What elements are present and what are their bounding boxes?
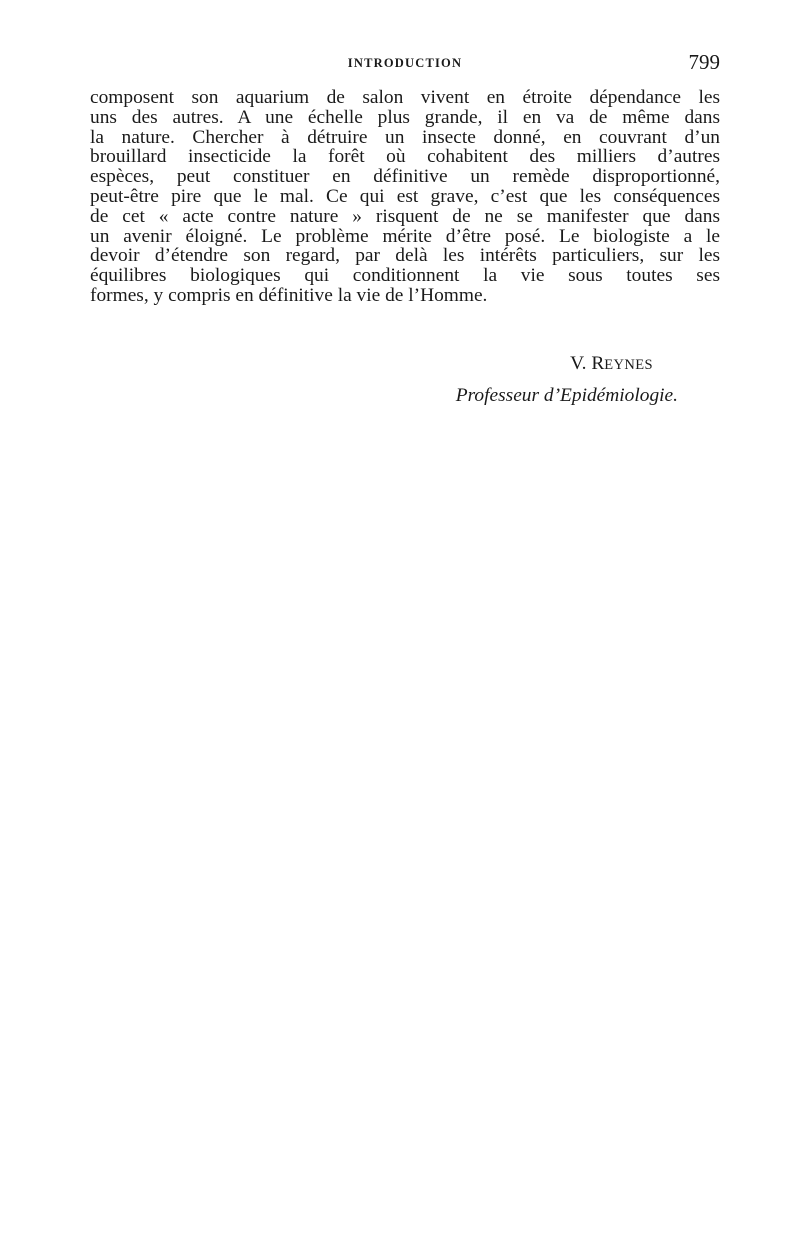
page-header (90, 50, 720, 80)
text-line: un avenir éloigné. Le problème mérite d’être posé. Le biologiste a le (90, 225, 720, 247)
text-line: la nature. Chercher à détruire un insecte donné, en couvrant d’un (90, 126, 720, 148)
text-line: espèces, peut constituer en définitive un remède disproportionné, (90, 166, 720, 188)
running-head: INTRODUCTION (347, 56, 463, 70)
text-line: brouillard insecticide la forêt où cohabitent des milliers d’autres (90, 146, 720, 168)
text-line: uns des autres. A une échelle plus grande, il en va de même dans (90, 106, 720, 128)
text-line: formes, y compris en définitive la vie de l’Homme. (90, 284, 488, 306)
signature-title: Professeur d’Epidémiologie. (455, 385, 678, 406)
text-line: peut-être pire que le mal. Ce qui est grave, c’est que les conséquences (90, 185, 720, 207)
signature-initial: V. R (570, 353, 605, 374)
signature-name (90, 353, 653, 375)
page-number: 799 (688, 50, 720, 74)
signature-surname: EYNES (604, 357, 653, 373)
text-line: de cet « acte contre nature » risquent de ne se manifester que dans (90, 205, 720, 227)
text-line: composent son aquarium de salon vivent en étroite dépendance les (90, 87, 720, 108)
body-paragraph (90, 88, 720, 306)
text-line: équilibres biologiques qui conditionnent la vie sous toutes ses (90, 265, 720, 287)
text-line: devoir d’étendre son regard, par delà les intérêts particuliers, sur les (90, 245, 720, 267)
